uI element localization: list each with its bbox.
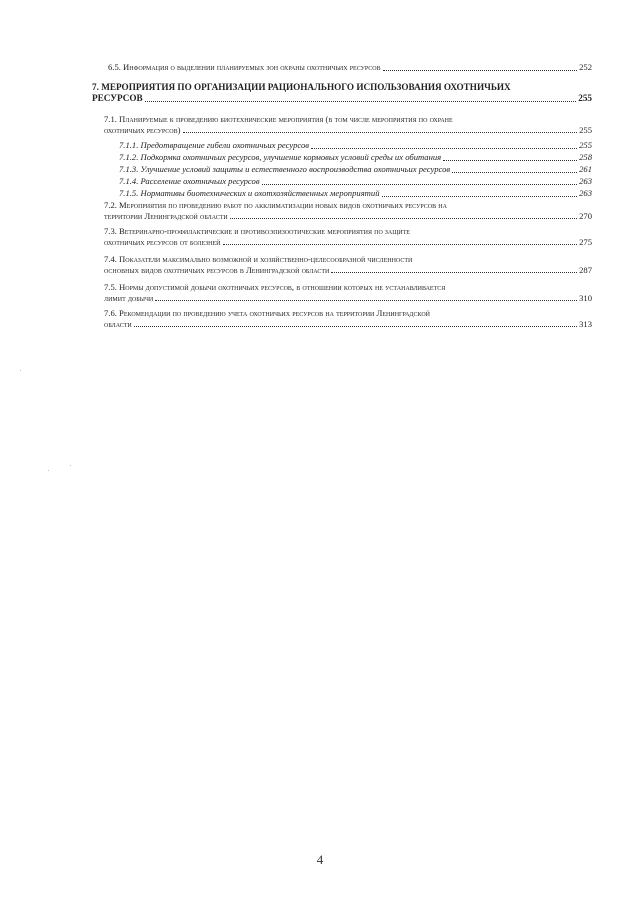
scan-speck xyxy=(70,465,71,466)
dot-leader xyxy=(223,244,578,245)
toc-entry-7-3[interactable] xyxy=(104,226,592,247)
toc-entry-title-line1: 7.4. Показатели максимально возможной и хозяйственно-целесообразной численности xyxy=(104,254,413,264)
toc-entry-title-line2: территории Ленинградской области xyxy=(104,210,228,221)
scan-speck xyxy=(20,370,21,371)
toc-entry-7-2[interactable] xyxy=(104,200,592,221)
dot-leader xyxy=(262,184,578,185)
toc-entry-title-line1: 7.1. Планируемые к проведению биотехнические мероприятия (в том числе мероприятия по охране xyxy=(104,114,453,124)
dot-leader xyxy=(452,172,577,173)
toc-page-number: 255 xyxy=(579,124,592,135)
toc-entry-title-line2: области xyxy=(104,318,132,329)
toc-entry-title-line1: 7.3. Ветеринарно-профилактические и противоэпизоотические мероприятия по защите xyxy=(104,226,410,236)
toc-page-number: 261 xyxy=(579,164,592,174)
toc-entry-title-line2: лимит добычи xyxy=(104,292,154,303)
toc-page-number: 275 xyxy=(579,236,592,247)
dot-leader xyxy=(311,148,577,149)
toc-entry-7-1[interactable] xyxy=(104,114,592,135)
toc-entry-7-6[interactable] xyxy=(104,308,592,329)
toc-page-number: 252 xyxy=(579,62,592,72)
dot-leader xyxy=(331,272,577,273)
toc-entry-title-line1: 7.6. Рекомендации по проведению учета охотничьих ресурсов на территории Ленинградской xyxy=(104,308,431,318)
toc-entry-title: 7.1.2. Подкормка охотничьих ресурсов, улучшение кормовых условий среды их обитания xyxy=(119,152,442,162)
toc-entry-7-5[interactable] xyxy=(104,282,592,303)
toc-entry-title-line2: основных видов охотничьих ресурсов в Ленинградской области xyxy=(104,264,330,275)
toc-entry-title-line2: охотничьих ресурсов от болезней xyxy=(104,236,221,247)
dot-leader xyxy=(443,160,577,161)
toc-entry-7-1-1[interactable] xyxy=(119,140,592,151)
toc-entry-title-line2: охотничьих ресурсов) xyxy=(104,124,181,135)
toc-entry-7-1-5[interactable] xyxy=(119,188,592,199)
dot-leader xyxy=(382,196,578,197)
scan-speck xyxy=(48,470,49,471)
toc-entry-6-5[interactable] xyxy=(108,62,592,73)
dot-leader xyxy=(155,300,577,301)
toc-page-number: 263 xyxy=(579,188,592,198)
toc-entry-7-1-4[interactable] xyxy=(119,176,592,187)
page-number: 4 xyxy=(316,852,324,867)
dot-leader xyxy=(230,218,577,219)
toc-entry-title-line1: 7.2. Мероприятия по проведению работ по акклиматизации новых видов охотничьих ресурсов на xyxy=(104,200,447,210)
toc-page-number: 313 xyxy=(579,318,592,329)
toc-page-number: 287 xyxy=(579,264,592,275)
toc-page-number: 263 xyxy=(579,176,592,186)
toc-entry-title: 7.1.3. Улучшение условий защиты и естественного воспроизводства охотничьих ресурсов xyxy=(119,164,451,174)
toc-entry-7-4[interactable] xyxy=(104,254,592,275)
toc-page-number: 258 xyxy=(579,152,592,162)
toc-entry-title: 7.1.5. Нормативы биотехнических и охотхозяйственных мероприятий xyxy=(119,188,380,198)
toc-page-number: 310 xyxy=(579,292,592,303)
toc-entry-title-line1: 7. МЕРОПРИЯТИЯ ПО ОРГАНИЗАЦИИ РАЦИОНАЛЬНОГО ИСПОЛЬЗОВАНИЯ ОХОТНИЧЬИХ xyxy=(92,82,511,92)
toc-page-number: 255 xyxy=(578,93,592,103)
toc-entry-title: 7.1.1. Предотвращение гибели охотничьих ресурсов xyxy=(119,140,310,150)
toc-entry-7-1-3[interactable] xyxy=(119,164,592,175)
dot-leader xyxy=(383,70,577,71)
dot-leader xyxy=(145,101,577,102)
toc-entry-title-line1: 7.5. Нормы допустимой добычи охотничьих ресурсов, в отношении которых не устанавливается xyxy=(104,282,446,292)
toc-entry-title: 7.1.4. Расселение охотничьих ресурсов xyxy=(119,176,260,186)
toc-page-number: 255 xyxy=(579,140,592,150)
toc-entry-title: 6.5. Информация о выделении планируемых зон охраны охотничьих ресурсов xyxy=(108,62,381,72)
toc-entry-title-line2: РЕСУРСОВ xyxy=(92,93,143,103)
dot-leader xyxy=(134,326,577,327)
toc-entry-7[interactable] xyxy=(92,82,592,104)
toc-page-number: 270 xyxy=(579,210,592,221)
toc-entry-7-1-2[interactable] xyxy=(119,152,592,163)
dot-leader xyxy=(183,132,578,133)
